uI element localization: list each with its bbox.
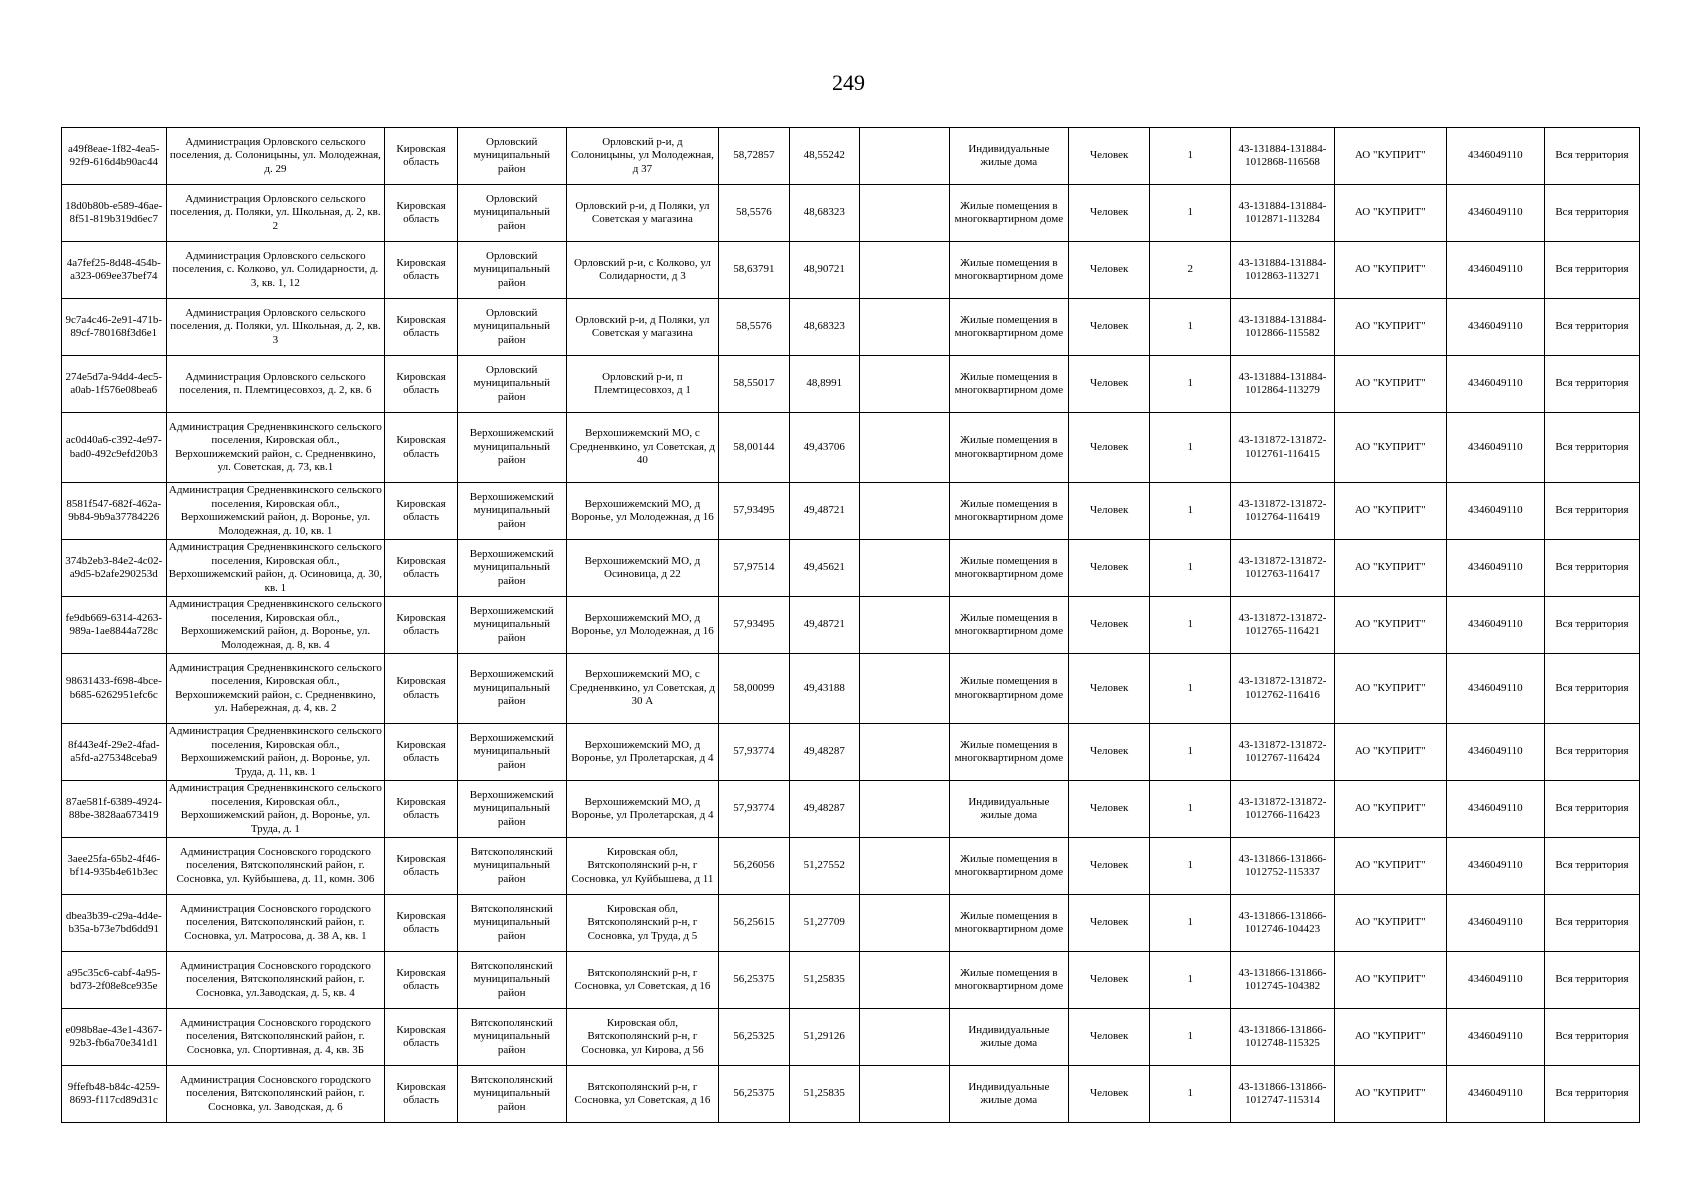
longitude-cell: 49,48721	[789, 597, 859, 654]
site-code-cell: 43-131884-131884-1012864-113279	[1231, 356, 1334, 413]
inn-cell: 4346049110	[1446, 185, 1544, 242]
unit-cell: Человек	[1069, 597, 1150, 654]
region-cell: Кировская область	[385, 597, 458, 654]
territory-cell: Вся территория	[1544, 299, 1639, 356]
region-cell: Кировская область	[385, 1066, 458, 1123]
housing-type-cell: Индивидуальные жилые дома	[949, 128, 1068, 185]
owner-name-cell: Администрация Сосновского городского поселения, Вятскополянский район, г. Сосновка, ул. Заводская, д. 6	[166, 1066, 385, 1123]
housing-type-cell: Жилые помещения в многоквартирном доме	[949, 413, 1068, 483]
inn-cell: 4346049110	[1446, 128, 1544, 185]
operator-cell: АО "КУПРИТ"	[1334, 895, 1446, 952]
inn-cell: 4346049110	[1446, 1009, 1544, 1066]
longitude-cell: 49,43188	[789, 654, 859, 724]
address-cell: Верхошижемский МО, д Воронье, ул Молодежная, д 16	[566, 597, 719, 654]
territory-cell: Вся территория	[1544, 185, 1639, 242]
blank-cell	[860, 781, 950, 838]
site-code-cell: 43-131872-131872-1012763-116417	[1231, 540, 1334, 597]
inn-cell: 4346049110	[1446, 895, 1544, 952]
district-cell: Вятскополянский муниципальный район	[457, 838, 566, 895]
territory-cell: Вся территория	[1544, 781, 1639, 838]
region-cell: Кировская область	[385, 1009, 458, 1066]
owner-name-cell: Администрация Сосновского городского поселения, Вятскополянский район, г. Сосновка, ул. Матросова, д. 38 А, кв. 1	[166, 895, 385, 952]
object-id-cell: 4a7fef25-8d48-454b-a323-069ee37bef74	[62, 242, 167, 299]
region-cell: Кировская область	[385, 781, 458, 838]
site-code-cell: 43-131866-131866-1012746-104423	[1231, 895, 1334, 952]
territory-cell: Вся территория	[1544, 483, 1639, 540]
longitude-cell: 49,43706	[789, 413, 859, 483]
operator-cell: АО "КУПРИТ"	[1334, 128, 1446, 185]
latitude-cell: 58,00099	[719, 654, 789, 724]
district-cell: Верхошижемский муниципальный район	[457, 781, 566, 838]
latitude-cell: 58,5576	[719, 299, 789, 356]
latitude-cell: 56,26056	[719, 838, 789, 895]
operator-cell: АО "КУПРИТ"	[1334, 356, 1446, 413]
longitude-cell: 51,29126	[789, 1009, 859, 1066]
operator-cell: АО "КУПРИТ"	[1334, 540, 1446, 597]
table-row	[62, 895, 1640, 952]
housing-type-cell: Жилые помещения в многоквартирном доме	[949, 540, 1068, 597]
table-row	[62, 724, 1640, 781]
table-row	[62, 413, 1640, 483]
site-code-cell: 43-131884-131884-1012868-116568	[1231, 128, 1334, 185]
operator-cell: АО "КУПРИТ"	[1334, 185, 1446, 242]
address-cell: Верхошижемский МО, с Средненвкино, ул Советская, д 30 А	[566, 654, 719, 724]
district-cell: Орловский муниципальный район	[457, 356, 566, 413]
longitude-cell: 51,25835	[789, 1066, 859, 1123]
count-cell: 2	[1150, 242, 1231, 299]
housing-type-cell: Жилые помещения в многоквартирном доме	[949, 895, 1068, 952]
blank-cell	[860, 128, 950, 185]
object-id-cell: 9ffefb48-b84c-4259-8693-f117cd89d31c	[62, 1066, 167, 1123]
address-cell: Орловский р-и, д Поляки, ул Советская у магазина	[566, 185, 719, 242]
latitude-cell: 58,5576	[719, 185, 789, 242]
address-cell: Верхошижемский МО, д Воронье, ул Молодежная, д 16	[566, 483, 719, 540]
longitude-cell: 48,8991	[789, 356, 859, 413]
operator-cell: АО "КУПРИТ"	[1334, 654, 1446, 724]
object-id-cell: e098b8ae-43e1-4367-92b3-fb6a70e341d1	[62, 1009, 167, 1066]
owner-name-cell: Администрация Средненвкинского сельского поселения, Кировская обл., Верхошижемский район, д. Осиновица, д. 30, кв. 1	[166, 540, 385, 597]
site-code-cell: 43-131866-131866-1012747-115314	[1231, 1066, 1334, 1123]
count-cell: 1	[1150, 781, 1231, 838]
unit-cell: Человек	[1069, 413, 1150, 483]
region-cell: Кировская область	[385, 952, 458, 1009]
table-row	[62, 242, 1640, 299]
count-cell: 1	[1150, 1009, 1231, 1066]
district-cell: Верхошижемский муниципальный район	[457, 540, 566, 597]
longitude-cell: 49,48287	[789, 781, 859, 838]
unit-cell: Человек	[1069, 540, 1150, 597]
territory-cell: Вся территория	[1544, 1009, 1639, 1066]
object-id-cell: fe9db669-6314-4263-989a-1ae8844a728c	[62, 597, 167, 654]
region-cell: Кировская область	[385, 838, 458, 895]
longitude-cell: 48,55242	[789, 128, 859, 185]
blank-cell	[860, 654, 950, 724]
territory-cell: Вся территория	[1544, 597, 1639, 654]
blank-cell	[860, 299, 950, 356]
inn-cell: 4346049110	[1446, 654, 1544, 724]
site-code-cell: 43-131866-131866-1012745-104382	[1231, 952, 1334, 1009]
region-cell: Кировская область	[385, 185, 458, 242]
owner-name-cell: Администрация Орловского сельского поселения, д. Поляки, ул. Школьная, д. 2, кв. 3	[166, 299, 385, 356]
site-code-cell: 43-131872-131872-1012767-116424	[1231, 724, 1334, 781]
latitude-cell: 58,63791	[719, 242, 789, 299]
address-cell: Орловский р-и, п Племтицесовхоз, д 1	[566, 356, 719, 413]
operator-cell: АО "КУПРИТ"	[1334, 413, 1446, 483]
table-row	[62, 483, 1640, 540]
housing-type-cell: Жилые помещения в многоквартирном доме	[949, 952, 1068, 1009]
operator-cell: АО "КУПРИТ"	[1334, 242, 1446, 299]
table-row	[62, 952, 1640, 1009]
region-cell: Кировская область	[385, 895, 458, 952]
object-id-cell: 274e5d7a-94d4-4ec5-a0ab-1f576e08bea6	[62, 356, 167, 413]
district-cell: Верхошижемский муниципальный район	[457, 413, 566, 483]
object-id-cell: 98631433-f698-4bce-b685-6262951efc6c	[62, 654, 167, 724]
inn-cell: 4346049110	[1446, 724, 1544, 781]
unit-cell: Человек	[1069, 781, 1150, 838]
owner-name-cell: Администрация Средненвкинского сельского поселения, Кировская обл., Верхошижемский район, с. Средненвкино, ул. Набережная, д. 4, кв. 2	[166, 654, 385, 724]
blank-cell	[860, 895, 950, 952]
housing-type-cell: Индивидуальные жилые дома	[949, 781, 1068, 838]
operator-cell: АО "КУПРИТ"	[1334, 724, 1446, 781]
address-cell: Вятскополянский р-н, г Сосновка, ул Советская, д 16	[566, 1066, 719, 1123]
housing-type-cell: Индивидуальные жилые дома	[949, 1009, 1068, 1066]
object-id-cell: 3aee25fa-65b2-4f46-bf14-935b4e61b3ec	[62, 838, 167, 895]
latitude-cell: 58,00144	[719, 413, 789, 483]
blank-cell	[860, 185, 950, 242]
table-row	[62, 356, 1640, 413]
territory-cell: Вся территория	[1544, 654, 1639, 724]
housing-type-cell: Жилые помещения в многоквартирном доме	[949, 299, 1068, 356]
owner-name-cell: Администрация Сосновского городского поселения, Вятскополянский район, г. Сосновка, ул.Заводская, д. 5, кв. 4	[166, 952, 385, 1009]
object-id-cell: dbea3b39-c29a-4d4e-b35a-b73e7bd6dd91	[62, 895, 167, 952]
region-cell: Кировская область	[385, 299, 458, 356]
owner-name-cell: Администрация Орловского сельского поселения, п. Племтицесовхоз, д. 2, кв. 6	[166, 356, 385, 413]
site-code-cell: 43-131872-131872-1012762-116416	[1231, 654, 1334, 724]
object-id-cell: 8581f547-682f-462a-9b84-9b9a37784226	[62, 483, 167, 540]
count-cell: 1	[1150, 299, 1231, 356]
unit-cell: Человек	[1069, 1066, 1150, 1123]
longitude-cell: 48,68323	[789, 299, 859, 356]
count-cell: 1	[1150, 654, 1231, 724]
address-cell: Верхошижемский МО, д Осиновица, д 22	[566, 540, 719, 597]
unit-cell: Человек	[1069, 242, 1150, 299]
address-cell: Кировская обл, Вятскополянский р-н, г Сосновка, ул Куйбышева, д 11	[566, 838, 719, 895]
owner-name-cell: Администрация Орловского сельского поселения, с. Колково, ул. Солидарности, д. 3, кв. 1, 12	[166, 242, 385, 299]
blank-cell	[860, 413, 950, 483]
table-row	[62, 597, 1640, 654]
housing-type-cell: Жилые помещения в многоквартирном доме	[949, 838, 1068, 895]
blank-cell	[860, 838, 950, 895]
address-cell: Верхошижемский МО, с Средненвкино, ул Советская, д 40	[566, 413, 719, 483]
site-code-cell: 43-131884-131884-1012863-113271	[1231, 242, 1334, 299]
district-cell: Орловский муниципальный район	[457, 242, 566, 299]
owner-name-cell: Администрация Средненвкинского сельского поселения, Кировская обл., Верхошижемский район, д. Воронье, ул. Молодежная, д. 8, кв. 4	[166, 597, 385, 654]
blank-cell	[860, 540, 950, 597]
territory-cell: Вся территория	[1544, 724, 1639, 781]
site-code-cell: 43-131872-131872-1012761-116415	[1231, 413, 1334, 483]
operator-cell: АО "КУПРИТ"	[1334, 1009, 1446, 1066]
owner-name-cell: Администрация Сосновского городского поселения, Вятскополянский район, г. Сосновка, ул. Спортивная, д. 4, кв. 3Б	[166, 1009, 385, 1066]
latitude-cell: 57,93495	[719, 483, 789, 540]
longitude-cell: 51,25835	[789, 952, 859, 1009]
count-cell: 1	[1150, 540, 1231, 597]
count-cell: 1	[1150, 838, 1231, 895]
owner-name-cell: Администрация Орловского сельского поселения, д. Поляки, ул. Школьная, д. 2, кв. 2	[166, 185, 385, 242]
address-cell: Орловский р-и, д Солоницыны, ул Молодежная, д 37	[566, 128, 719, 185]
site-code-cell: 43-131872-131872-1012766-116423	[1231, 781, 1334, 838]
table-row	[62, 128, 1640, 185]
inn-cell: 4346049110	[1446, 838, 1544, 895]
district-cell: Вятскополянский муниципальный район	[457, 895, 566, 952]
latitude-cell: 57,93495	[719, 597, 789, 654]
blank-cell	[860, 597, 950, 654]
unit-cell: Человек	[1069, 483, 1150, 540]
operator-cell: АО "КУПРИТ"	[1334, 299, 1446, 356]
table-row	[62, 1009, 1640, 1066]
district-cell: Верхошижемский муниципальный район	[457, 483, 566, 540]
owner-name-cell: Администрация Орловского сельского поселения, д. Солоницыны, ул. Молодежная, д. 29	[166, 128, 385, 185]
longitude-cell: 49,45621	[789, 540, 859, 597]
inn-cell: 4346049110	[1446, 356, 1544, 413]
table-row	[62, 299, 1640, 356]
housing-type-cell: Жилые помещения в многоквартирном доме	[949, 185, 1068, 242]
object-id-cell: ac0d40a6-c392-4e97-bad0-492c9efd20b3	[62, 413, 167, 483]
site-code-cell: 43-131884-131884-1012866-115582	[1231, 299, 1334, 356]
territory-cell: Вся территория	[1544, 242, 1639, 299]
inn-cell: 4346049110	[1446, 1066, 1544, 1123]
operator-cell: АО "КУПРИТ"	[1334, 597, 1446, 654]
count-cell: 1	[1150, 483, 1231, 540]
territory-cell: Вся территория	[1544, 356, 1639, 413]
object-id-cell: 9c7a4c46-2e91-471b-89cf-780168f3d6e1	[62, 299, 167, 356]
unit-cell: Человек	[1069, 185, 1150, 242]
longitude-cell: 48,68323	[789, 185, 859, 242]
operator-cell: АО "КУПРИТ"	[1334, 781, 1446, 838]
latitude-cell: 57,93774	[719, 724, 789, 781]
object-id-cell: 8f443e4f-29e2-4fad-a5fd-a275348ceba9	[62, 724, 167, 781]
region-cell: Кировская область	[385, 128, 458, 185]
longitude-cell: 51,27709	[789, 895, 859, 952]
district-cell: Вятскополянский муниципальный район	[457, 1009, 566, 1066]
unit-cell: Человек	[1069, 1009, 1150, 1066]
latitude-cell: 56,25375	[719, 952, 789, 1009]
count-cell: 1	[1150, 597, 1231, 654]
latitude-cell: 58,55017	[719, 356, 789, 413]
address-cell: Верхошижемский МО, д Воронье, ул Пролетарская, д 4	[566, 724, 719, 781]
longitude-cell: 49,48721	[789, 483, 859, 540]
owner-name-cell: Администрация Средненвкинского сельского поселения, Кировская обл., Верхошижемский район, д. Воронье, ул. Труда, д. 1	[166, 781, 385, 838]
object-id-cell: a95c35c6-cabf-4a95-bd73-2f08e8ce935e	[62, 952, 167, 1009]
housing-type-cell: Жилые помещения в многоквартирном доме	[949, 724, 1068, 781]
region-cell: Кировская область	[385, 483, 458, 540]
longitude-cell: 49,48287	[789, 724, 859, 781]
district-cell: Верхошижемский муниципальный район	[457, 597, 566, 654]
site-code-cell: 43-131866-131866-1012752-115337	[1231, 838, 1334, 895]
unit-cell: Человек	[1069, 724, 1150, 781]
inn-cell: 4346049110	[1446, 540, 1544, 597]
object-id-cell: 18d0b80b-e589-46ae-8f51-819b319d6ec7	[62, 185, 167, 242]
address-cell: Орловский р-и, с Колково, ул Солидарности, д 3	[566, 242, 719, 299]
blank-cell	[860, 242, 950, 299]
district-cell: Орловский муниципальный район	[457, 299, 566, 356]
territory-cell: Вся территория	[1544, 540, 1639, 597]
object-id-cell: a49f8eae-1f82-4ea5-92f9-616d4b90ac44	[62, 128, 167, 185]
inn-cell: 4346049110	[1446, 299, 1544, 356]
owner-name-cell: Администрация Средненвкинского сельского поселения, Кировская обл., Верхошижемский район, д. Воронье, ул. Труда, д. 11, кв. 1	[166, 724, 385, 781]
site-code-cell: 43-131872-131872-1012765-116421	[1231, 597, 1334, 654]
region-cell: Кировская область	[385, 540, 458, 597]
count-cell: 1	[1150, 413, 1231, 483]
operator-cell: АО "КУПРИТ"	[1334, 952, 1446, 1009]
address-cell: Кировская обл, Вятскополянский р-н, г Сосновка, ул Труда, д 5	[566, 895, 719, 952]
address-cell: Кировская обл, Вятскополянский р-н, г Сосновка, ул Кирова, д 56	[566, 1009, 719, 1066]
district-cell: Орловский муниципальный район	[457, 185, 566, 242]
object-id-cell: 87ae581f-6389-4924-88be-3828aa673419	[62, 781, 167, 838]
page-number: 249	[832, 70, 865, 95]
count-cell: 1	[1150, 185, 1231, 242]
table-row	[62, 185, 1640, 242]
housing-type-cell: Жилые помещения в многоквартирном доме	[949, 597, 1068, 654]
district-cell: Вятскополянский муниципальный район	[457, 1066, 566, 1123]
region-cell: Кировская область	[385, 724, 458, 781]
housing-type-cell: Индивидуальные жилые дома	[949, 1066, 1068, 1123]
operator-cell: АО "КУПРИТ"	[1334, 1066, 1446, 1123]
operator-cell: АО "КУПРИТ"	[1334, 838, 1446, 895]
inn-cell: 4346049110	[1446, 413, 1544, 483]
district-cell: Верхошижемский муниципальный район	[457, 724, 566, 781]
object-id-cell: 374b2eb3-84e2-4c02-a9d5-b2afe290253d	[62, 540, 167, 597]
owner-name-cell: Администрация Средненвкинского сельского поселения, Кировская обл., Верхошижемский район, д. Воронье, ул. Молодежная, д. 10, кв. 1	[166, 483, 385, 540]
count-cell: 1	[1150, 128, 1231, 185]
district-cell: Вятскополянский муниципальный район	[457, 952, 566, 1009]
registry-table	[61, 127, 1640, 1123]
owner-name-cell: Администрация Сосновского городского поселения, Вятскополянский район, г. Сосновка, ул. Куйбышева, д. 11, комн. 306	[166, 838, 385, 895]
territory-cell: Вся территория	[1544, 413, 1639, 483]
inn-cell: 4346049110	[1446, 483, 1544, 540]
unit-cell: Человек	[1069, 128, 1150, 185]
region-cell: Кировская область	[385, 654, 458, 724]
blank-cell	[860, 483, 950, 540]
count-cell: 1	[1150, 952, 1231, 1009]
inn-cell: 4346049110	[1446, 597, 1544, 654]
territory-cell: Вся территория	[1544, 1066, 1639, 1123]
housing-type-cell: Жилые помещения в многоквартирном доме	[949, 483, 1068, 540]
territory-cell: Вся территория	[1544, 128, 1639, 185]
territory-cell: Вся территория	[1544, 838, 1639, 895]
blank-cell	[860, 1066, 950, 1123]
count-cell: 1	[1150, 724, 1231, 781]
unit-cell: Человек	[1069, 838, 1150, 895]
region-cell: Кировская область	[385, 413, 458, 483]
longitude-cell: 51,27552	[789, 838, 859, 895]
unit-cell: Человек	[1069, 356, 1150, 413]
unit-cell: Человек	[1069, 654, 1150, 724]
table-row	[62, 540, 1640, 597]
unit-cell: Человек	[1069, 299, 1150, 356]
latitude-cell: 56,25325	[719, 1009, 789, 1066]
count-cell: 1	[1150, 356, 1231, 413]
inn-cell: 4346049110	[1446, 781, 1544, 838]
blank-cell	[860, 724, 950, 781]
blank-cell	[860, 356, 950, 413]
housing-type-cell: Жилые помещения в многоквартирном доме	[949, 654, 1068, 724]
address-cell: Верхошижемский МО, д Воронье, ул Пролетарская, д 4	[566, 781, 719, 838]
inn-cell: 4346049110	[1446, 242, 1544, 299]
count-cell: 1	[1150, 1066, 1231, 1123]
latitude-cell: 57,97514	[719, 540, 789, 597]
latitude-cell: 56,25375	[719, 1066, 789, 1123]
unit-cell: Человек	[1069, 895, 1150, 952]
operator-cell: АО "КУПРИТ"	[1334, 483, 1446, 540]
count-cell: 1	[1150, 895, 1231, 952]
site-code-cell: 43-131866-131866-1012748-115325	[1231, 1009, 1334, 1066]
region-cell: Кировская область	[385, 356, 458, 413]
latitude-cell: 56,25615	[719, 895, 789, 952]
latitude-cell: 57,93774	[719, 781, 789, 838]
territory-cell: Вся территория	[1544, 895, 1639, 952]
table-row	[62, 1066, 1640, 1123]
table-row	[62, 654, 1640, 724]
region-cell: Кировская область	[385, 242, 458, 299]
territory-cell: Вся территория	[1544, 952, 1639, 1009]
inn-cell: 4346049110	[1446, 952, 1544, 1009]
address-cell: Орловский р-и, д Поляки, ул Советская у магазина	[566, 299, 719, 356]
owner-name-cell: Администрация Средненвкинского сельского поселения, Кировская обл., Верхошижемский район, с. Средненвкино, ул. Советская, д. 73, кв.1	[166, 413, 385, 483]
table-row	[62, 781, 1640, 838]
district-cell: Орловский муниципальный район	[457, 128, 566, 185]
site-code-cell: 43-131872-131872-1012764-116419	[1231, 483, 1334, 540]
blank-cell	[860, 1009, 950, 1066]
district-cell: Верхошижемский муниципальный район	[457, 654, 566, 724]
registry-rows	[62, 128, 1640, 1123]
housing-type-cell: Жилые помещения в многоквартирном доме	[949, 356, 1068, 413]
blank-cell	[860, 952, 950, 1009]
longitude-cell: 48,90721	[789, 242, 859, 299]
unit-cell: Человек	[1069, 952, 1150, 1009]
housing-type-cell: Жилые помещения в многоквартирном доме	[949, 242, 1068, 299]
site-code-cell: 43-131884-131884-1012871-113284	[1231, 185, 1334, 242]
address-cell: Вятскополянский р-н, г Сосновка, ул Советская, д 16	[566, 952, 719, 1009]
table-row	[62, 838, 1640, 895]
latitude-cell: 58,72857	[719, 128, 789, 185]
